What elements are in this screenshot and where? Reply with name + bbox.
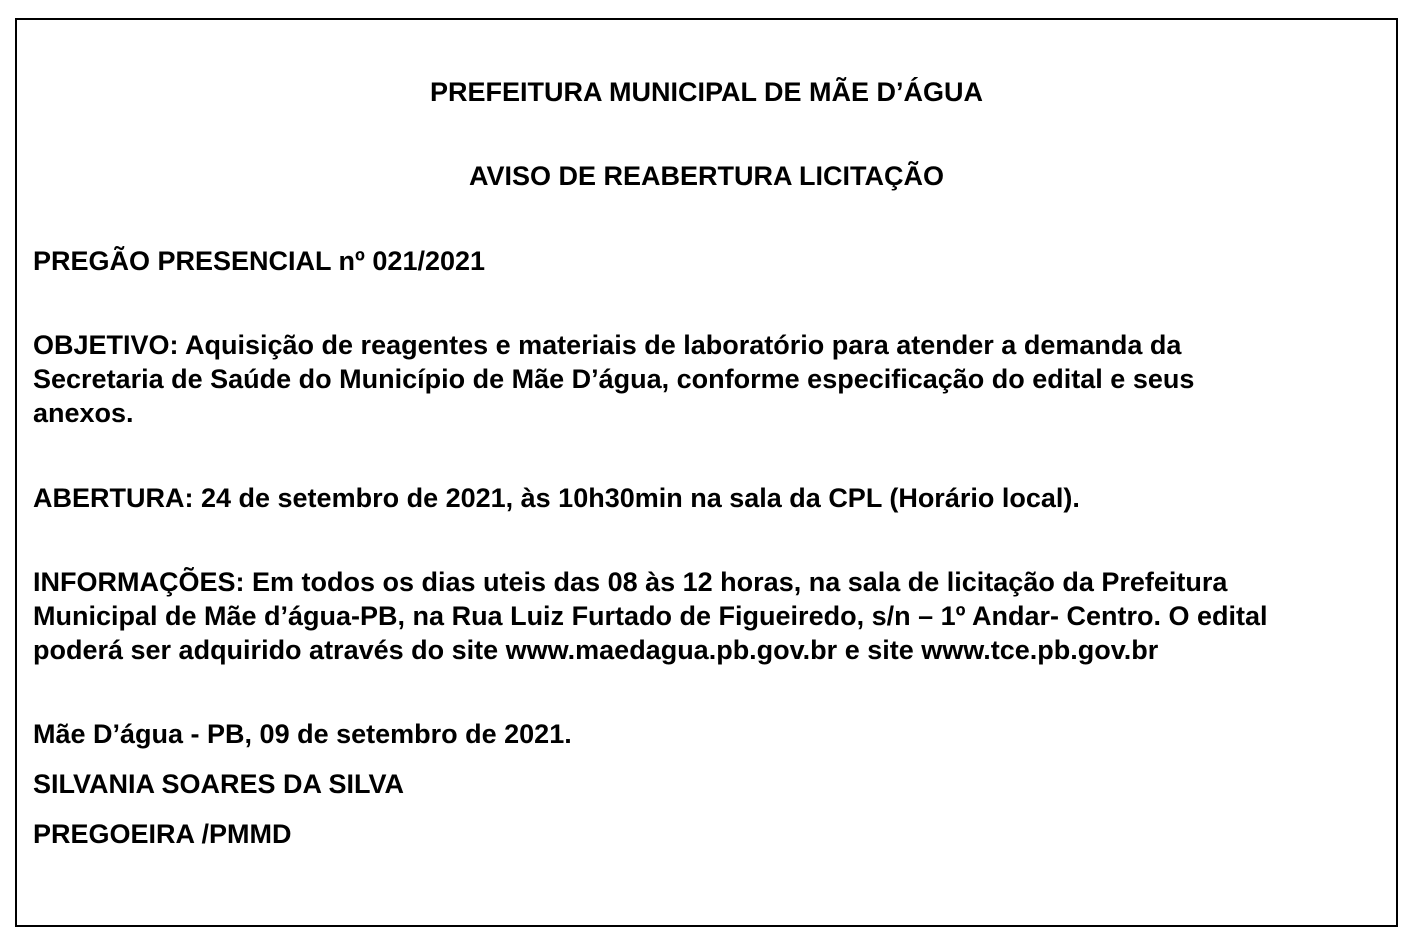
informacoes-line: poderá ser adquirido através do site www.maedagua.pb.gov.br e site www.tce.pb.gov.br xyxy=(33,635,1159,665)
place-and-date: Mãe D’água - PB, 09 de setembro de 2021. xyxy=(33,719,572,749)
objetivo-line: anexos. xyxy=(33,398,134,428)
document-subtitle: AVISO DE REABERTURA LICITAÇÃO xyxy=(468,161,944,191)
objetivo-line: OBJETIVO: Aquisição de reagentes e materiais de laboratório para atender a demanda da xyxy=(33,330,1182,360)
pregao-number: PREGÃO PRESENCIAL nº 021/2021 xyxy=(33,246,486,276)
informacoes-line: Municipal de Mãe d’água-PB, na Rua Luiz Furtado de Figueiredo, s/n – 1º Andar- Centro. O edital xyxy=(33,601,1268,631)
notice-box xyxy=(15,18,1398,927)
objetivo-line: Secretaria de Saúde do Município de Mãe D’água, conforme especificação do edital e seus xyxy=(33,364,1195,394)
abertura-line: ABERTURA: 24 de setembro de 2021, às 10h30min na sala da CPL (Horário local). xyxy=(33,483,1080,513)
document-title: PREFEITURA MUNICIPAL DE MÃE D’ÁGUA xyxy=(429,77,983,107)
signatory-role: PREGOEIRA /PMMD xyxy=(33,819,292,849)
informacoes-line: INFORMAÇÕES: Em todos os dias uteis das 08 às 12 horas, na sala de licitação da Prefeitura xyxy=(33,567,1228,597)
signatory-name: SILVANIA SOARES DA SILVA xyxy=(33,769,405,799)
